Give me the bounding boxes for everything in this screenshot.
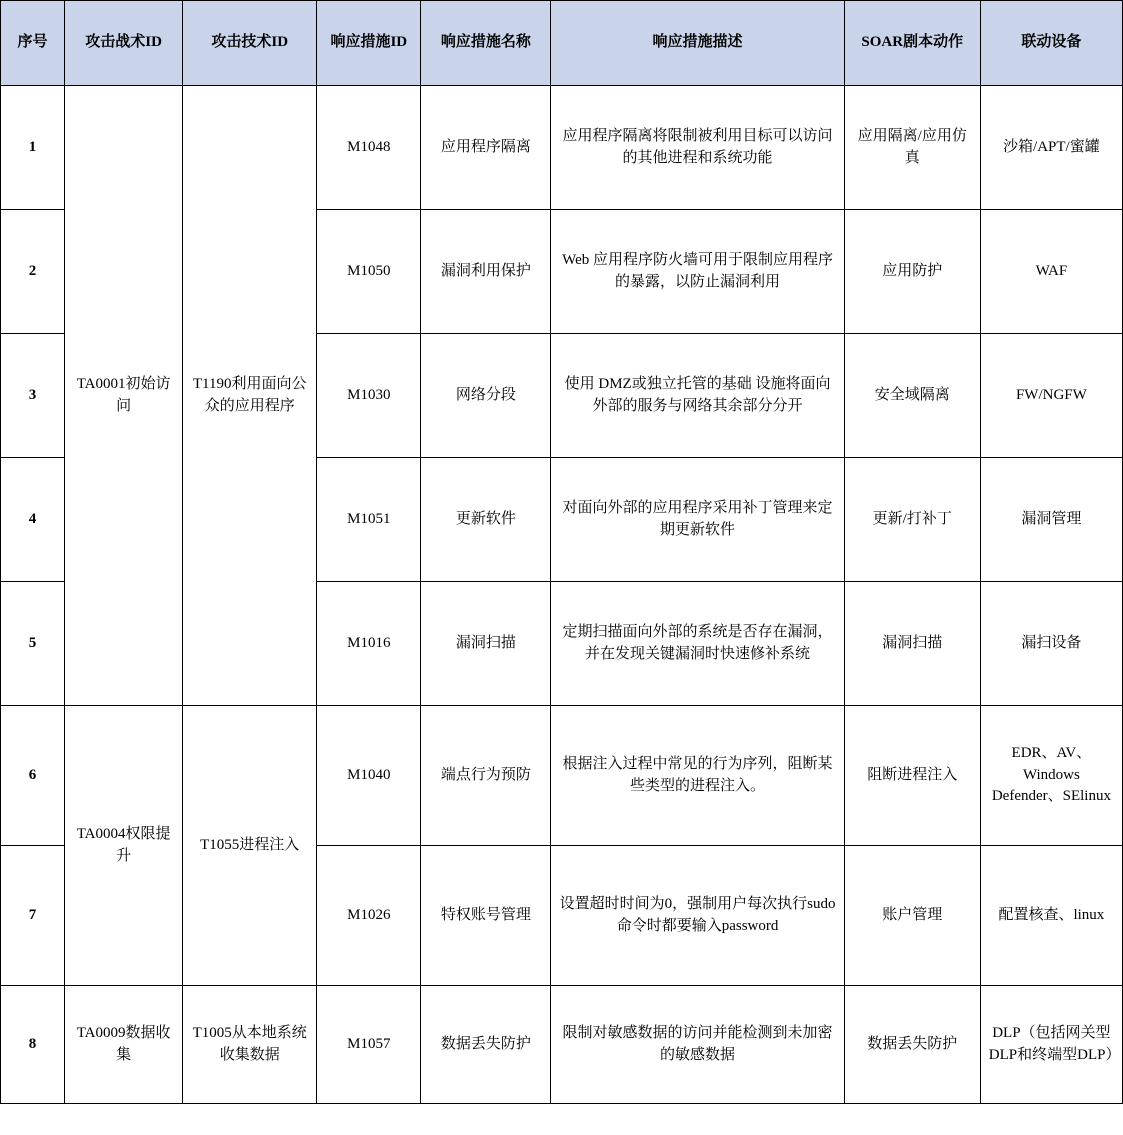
cell-soar-action: 数据丢失防护 <box>844 986 980 1104</box>
cell-measure-name: 漏洞利用保护 <box>421 210 551 334</box>
cell-measure-id: M1016 <box>317 582 421 706</box>
column-header-tactic-id: 攻击战术ID <box>65 1 183 86</box>
cell-measure-id: M1040 <box>317 706 421 846</box>
cell-soar-action: 应用隔离/应用仿真 <box>844 86 980 210</box>
cell-linked-device: 配置核查、linux <box>980 846 1122 986</box>
cell-measure-description: 定期扫描面向外部的系统是否存在漏洞，并在发现关键漏洞时快速修补系统 <box>551 582 844 706</box>
cell-measure-description: 根据注入过程中常见的行为序列，阻断某些类型的进程注入。 <box>551 706 844 846</box>
cell-sequence-number: 3 <box>1 334 65 458</box>
cell-measure-id: M1057 <box>317 986 421 1104</box>
cell-measure-description: 应用程序隔离将限制被利用目标可以访问的其他进程和系统功能 <box>551 86 844 210</box>
cell-tactic-id: TA0001初始访问 <box>65 86 183 706</box>
table-body <box>1 86 1123 1104</box>
cell-tactic-id: TA0009数据收集 <box>65 986 183 1104</box>
cell-sequence-number: 8 <box>1 986 65 1104</box>
cell-measure-description: Web 应用程序防火墙可用于限制应用程序的暴露，以防止漏洞利用 <box>551 210 844 334</box>
column-header-soar-action: SOAR剧本动作 <box>844 1 980 86</box>
cell-sequence-number: 1 <box>1 86 65 210</box>
cell-soar-action: 漏洞扫描 <box>844 582 980 706</box>
cell-sequence-number: 5 <box>1 582 65 706</box>
column-header-technique-id: 攻击技术ID <box>183 1 317 86</box>
column-header-seq: 序号 <box>1 1 65 86</box>
table-header-row <box>1 1 1123 86</box>
cell-sequence-number: 2 <box>1 210 65 334</box>
cell-measure-name: 应用程序隔离 <box>421 86 551 210</box>
cell-soar-action: 账户管理 <box>844 846 980 986</box>
table-row <box>1 706 1123 846</box>
cell-linked-device: WAF <box>980 210 1122 334</box>
cell-measure-id: M1050 <box>317 210 421 334</box>
cell-linked-device: 漏洞管理 <box>980 458 1122 582</box>
cell-sequence-number: 6 <box>1 706 65 846</box>
column-header-measure-name: 响应措施名称 <box>421 1 551 86</box>
column-header-measure-id: 响应措施ID <box>317 1 421 86</box>
cell-measure-name: 特权账号管理 <box>421 846 551 986</box>
cell-sequence-number: 4 <box>1 458 65 582</box>
column-header-linked-device: 联动设备 <box>980 1 1122 86</box>
cell-measure-name: 更新软件 <box>421 458 551 582</box>
cell-measure-id: M1051 <box>317 458 421 582</box>
cell-measure-id: M1026 <box>317 846 421 986</box>
cell-measure-id: M1030 <box>317 334 421 458</box>
column-header-measure-description: 响应措施描述 <box>551 1 844 86</box>
cell-soar-action: 阻断进程注入 <box>844 706 980 846</box>
cell-measure-description: 使用 DMZ或独立托管的基础 设施将面向外部的服务与网络其余部分分开 <box>551 334 844 458</box>
cell-linked-device: 漏扫设备 <box>980 582 1122 706</box>
cell-tactic-id: TA0004权限提升 <box>65 706 183 986</box>
cell-linked-device: 沙箱/APT/蜜罐 <box>980 86 1122 210</box>
table-row <box>1 986 1123 1104</box>
cell-measure-name: 端点行为预防 <box>421 706 551 846</box>
cell-linked-device: FW/NGFW <box>980 334 1122 458</box>
cell-measure-description: 设置超时时间为0，强制用户每次执行sudo命令时都要输入password <box>551 846 844 986</box>
table-header <box>1 1 1123 86</box>
cell-measure-name: 漏洞扫描 <box>421 582 551 706</box>
cell-soar-action: 更新/打补丁 <box>844 458 980 582</box>
cell-technique-id: T1055进程注入 <box>183 706 317 986</box>
cell-measure-name: 网络分段 <box>421 334 551 458</box>
cell-sequence-number: 7 <box>1 846 65 986</box>
cell-linked-device: EDR、AV、Windows Defender、SElinux <box>980 706 1122 846</box>
cell-technique-id: T1005从本地系统收集数据 <box>183 986 317 1104</box>
cell-measure-description: 限制对敏感数据的访问并能检测到未加密的敏感数据 <box>551 986 844 1104</box>
cell-technique-id: T1190利用面向公众的应用程序 <box>183 86 317 706</box>
cell-measure-id: M1048 <box>317 86 421 210</box>
table-row <box>1 86 1123 210</box>
cell-soar-action: 安全域隔离 <box>844 334 980 458</box>
cell-soar-action: 应用防护 <box>844 210 980 334</box>
cell-measure-description: 对面向外部的应用程序采用补丁管理来定期更新软件 <box>551 458 844 582</box>
cell-measure-name: 数据丢失防护 <box>421 986 551 1104</box>
cell-linked-device: DLP（包括网关型DLP和终端型DLP） <box>980 986 1122 1104</box>
